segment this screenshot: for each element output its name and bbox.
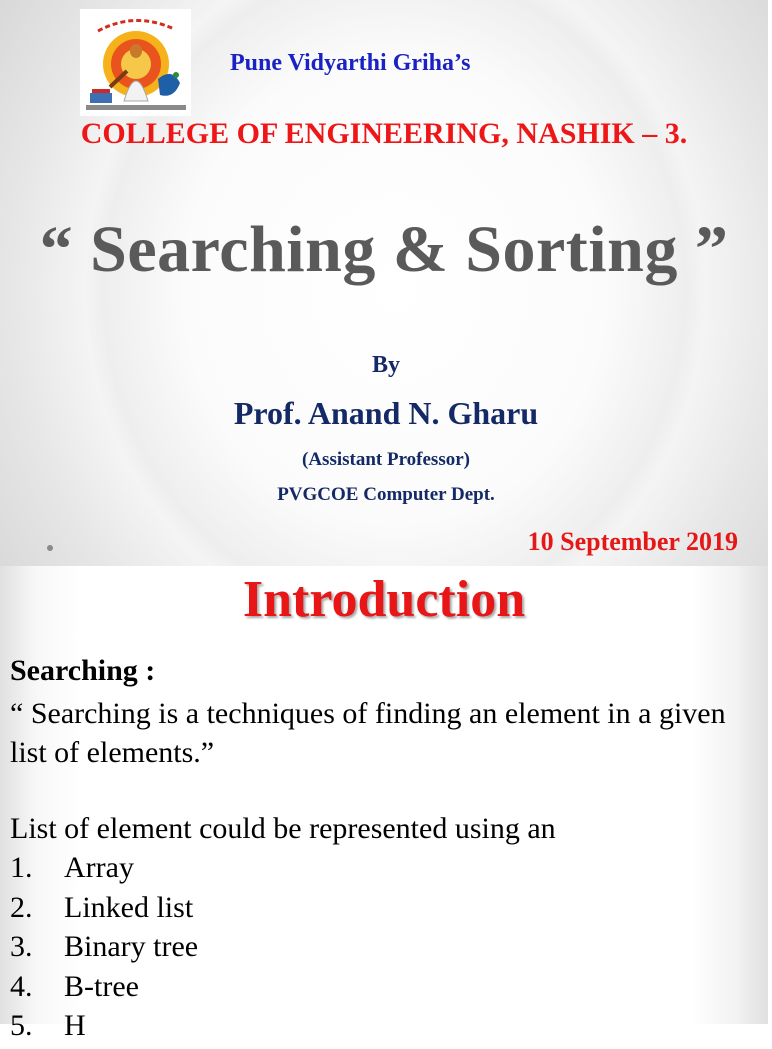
- list-item: [10, 970, 198, 1010]
- presentation-title: “ Searching & Sorting ”: [39, 213, 729, 286]
- list-item-label: Binary tree: [64, 930, 199, 963]
- slide-heading: Introduction: [242, 571, 526, 628]
- representation-list: [10, 851, 198, 1049]
- college-name: COLLEGE OF ENGINEERING, NASHIK – 3.: [80, 117, 688, 150]
- section-subheading: Searching :: [10, 654, 156, 687]
- bullet-dot-icon: [47, 545, 53, 551]
- list-item-label: H: [64, 1009, 86, 1042]
- author-department: PVGCOE Computer Dept.: [277, 484, 495, 505]
- list-item-number: 5.: [10, 1009, 33, 1042]
- list-item-label: Array: [64, 851, 134, 884]
- author-name: Prof. Anand N. Gharu: [233, 395, 539, 431]
- by-label: By: [371, 352, 400, 378]
- college-logo: [80, 9, 191, 116]
- list-item: [10, 891, 198, 931]
- institution-name: Pune Vidyarthi Griha’s: [230, 50, 471, 76]
- searching-definition: “ Searching is a techniques of finding an element in a given list of elements.”: [10, 697, 726, 769]
- list-item-label: Linked list: [64, 890, 194, 924]
- author-role: (Assistant Professor): [302, 449, 470, 470]
- list-item: [10, 851, 198, 891]
- list-item-number: 4.: [10, 969, 33, 1003]
- list-item-number: 3.: [10, 930, 33, 963]
- list-item: [10, 1009, 198, 1049]
- presentation-date: 10 September 2019: [527, 527, 738, 556]
- list-item-number: 2.: [10, 890, 33, 924]
- introduction-slide: [0, 566, 768, 1042]
- list-item-number: 1.: [10, 851, 33, 884]
- saraswati-emblem-logo-icon: [80, 9, 191, 116]
- list-intro-text: List of element could be represented using an: [10, 812, 556, 845]
- list-item: [10, 930, 198, 970]
- list-item-label: B-tree: [64, 969, 139, 1003]
